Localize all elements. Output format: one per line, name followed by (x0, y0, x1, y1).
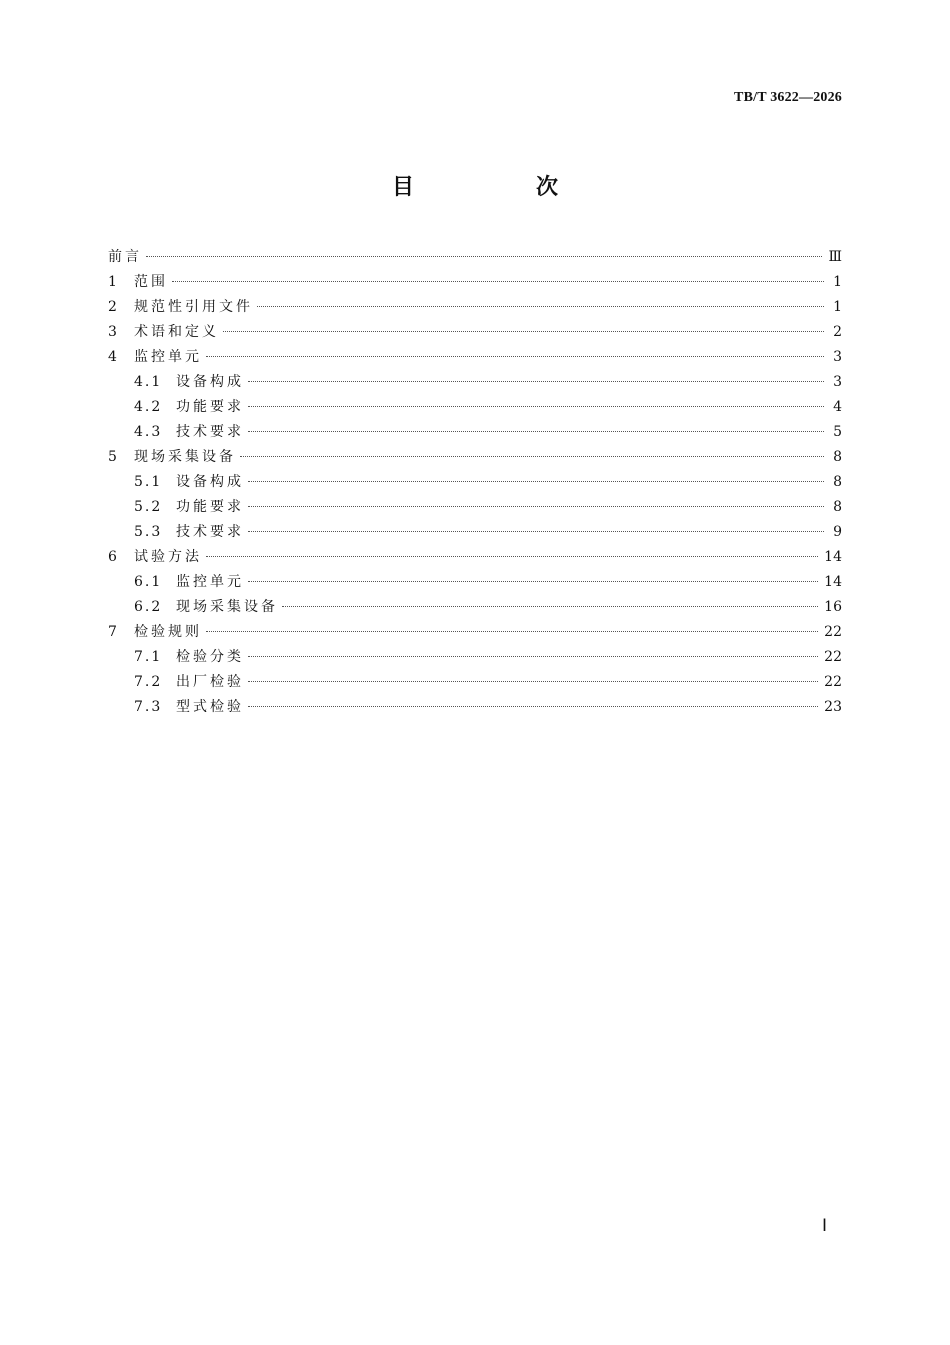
toc-entry[interactable] (108, 370, 842, 395)
table-of-contents (108, 245, 842, 720)
toc-entry-label: 试验方法 (134, 549, 202, 565)
toc-entry[interactable] (108, 445, 842, 470)
toc-entry[interactable] (108, 570, 842, 595)
dot-leader (248, 481, 824, 482)
dot-leader (223, 331, 824, 332)
toc-entry-label: 前言 (108, 249, 142, 265)
toc-entry-number: 7 (108, 624, 118, 640)
toc-entry-label: 规范性引用文件 (134, 299, 253, 315)
toc-entry-label: 检验分类 (176, 649, 244, 665)
toc-entry-label: 技术要求 (176, 524, 244, 540)
toc-entry[interactable] (108, 295, 842, 320)
toc-entry-page: 4 (833, 399, 842, 415)
toc-entry-page: 3 (833, 374, 842, 390)
toc-entry-label: 术语和定义 (134, 324, 219, 340)
toc-entry-label: 范围 (134, 274, 168, 290)
toc-entry-page: 14 (824, 574, 842, 590)
toc-entry[interactable] (108, 645, 842, 670)
toc-entry-page: 23 (824, 699, 842, 715)
toc-entry-number: 5.2 (134, 499, 163, 515)
toc-entry-number: 6.1 (134, 574, 163, 590)
page-title: 目 次 (391, 175, 608, 200)
toc-entry-label: 出厂检验 (176, 674, 244, 690)
toc-entry-page: 1 (833, 274, 842, 290)
toc-entry-number: 6 (108, 549, 118, 565)
standard-code: TB/T 3622—2026 (734, 90, 842, 105)
toc-entry-number: 7.2 (134, 674, 163, 690)
toc-entry[interactable] (108, 595, 842, 620)
dot-leader (248, 681, 818, 682)
toc-entry[interactable] (108, 495, 842, 520)
toc-entry-number: 5.3 (134, 524, 163, 540)
toc-entry-label: 功能要求 (176, 399, 244, 415)
toc-entry-label: 监控单元 (134, 349, 202, 365)
toc-entry-label: 监控单元 (176, 574, 244, 590)
toc-entry-number: 2 (108, 299, 118, 315)
toc-entry-number: 4.2 (134, 399, 163, 415)
toc-entry-number: 1 (108, 274, 118, 290)
toc-entry-label: 设备构成 (176, 374, 244, 390)
toc-entry-number: 7.3 (134, 699, 163, 715)
dot-leader (248, 531, 824, 532)
toc-entry-page: 8 (833, 449, 842, 465)
toc-entry[interactable] (108, 520, 842, 545)
toc-entry[interactable] (108, 420, 842, 445)
toc-entry-number: 4 (108, 349, 118, 365)
toc-entry-label: 设备构成 (176, 474, 244, 490)
dot-leader (206, 356, 824, 357)
toc-entry-number: 4.1 (134, 374, 163, 390)
toc-entry-page: Ⅲ (828, 249, 842, 265)
toc-entry-number: 5.1 (134, 474, 163, 490)
toc-entry-number: 4.3 (134, 424, 163, 440)
toc-entry-label: 技术要求 (176, 424, 244, 440)
toc-entry-number: 5 (108, 449, 118, 465)
toc-entry-page: 22 (824, 624, 842, 640)
toc-entry[interactable] (108, 545, 842, 570)
dot-leader (240, 456, 824, 457)
toc-entry-number: 3 (108, 324, 118, 340)
toc-entry[interactable] (108, 345, 842, 370)
toc-entry-page: 2 (833, 324, 842, 340)
toc-entry[interactable] (108, 470, 842, 495)
toc-entry-page: 5 (833, 424, 842, 440)
dot-leader (172, 281, 824, 282)
dot-leader (248, 506, 824, 507)
dot-leader (206, 631, 818, 632)
toc-entry-label: 现场采集设备 (176, 599, 278, 615)
toc-entry[interactable] (108, 395, 842, 420)
toc-entry-page: 9 (833, 524, 842, 540)
toc-entry[interactable] (108, 245, 842, 270)
toc-entry-page: 8 (833, 474, 842, 490)
dot-leader (206, 556, 818, 557)
toc-entry[interactable] (108, 270, 842, 295)
toc-entry-number: 6.2 (134, 599, 163, 615)
dot-leader (257, 306, 824, 307)
toc-entry-page: 1 (833, 299, 842, 315)
toc-entry-label: 功能要求 (176, 499, 244, 515)
toc-entry-page: 3 (833, 349, 842, 365)
toc-entry-label: 检验规则 (134, 624, 202, 640)
dot-leader (282, 606, 818, 607)
dot-leader (248, 581, 818, 582)
toc-entry-page: 16 (824, 599, 842, 615)
toc-entry-number: 7.1 (134, 649, 163, 665)
toc-entry-page: 22 (824, 649, 842, 665)
dot-leader (248, 381, 824, 382)
toc-entry[interactable] (108, 620, 842, 645)
dot-leader (248, 406, 824, 407)
toc-entry-label: 现场采集设备 (134, 449, 236, 465)
toc-entry-label: 型式检验 (176, 699, 244, 715)
toc-entry-page: 14 (824, 549, 842, 565)
toc-entry[interactable] (108, 670, 842, 695)
dot-leader (248, 431, 824, 432)
toc-entry[interactable] (108, 695, 842, 720)
dot-leader (248, 656, 818, 657)
toc-entry[interactable] (108, 320, 842, 345)
dot-leader (248, 706, 818, 707)
toc-entry-page: 8 (833, 499, 842, 515)
page-number: Ⅰ (821, 1216, 827, 1235)
dot-leader (146, 256, 822, 257)
toc-entry-page: 22 (824, 674, 842, 690)
